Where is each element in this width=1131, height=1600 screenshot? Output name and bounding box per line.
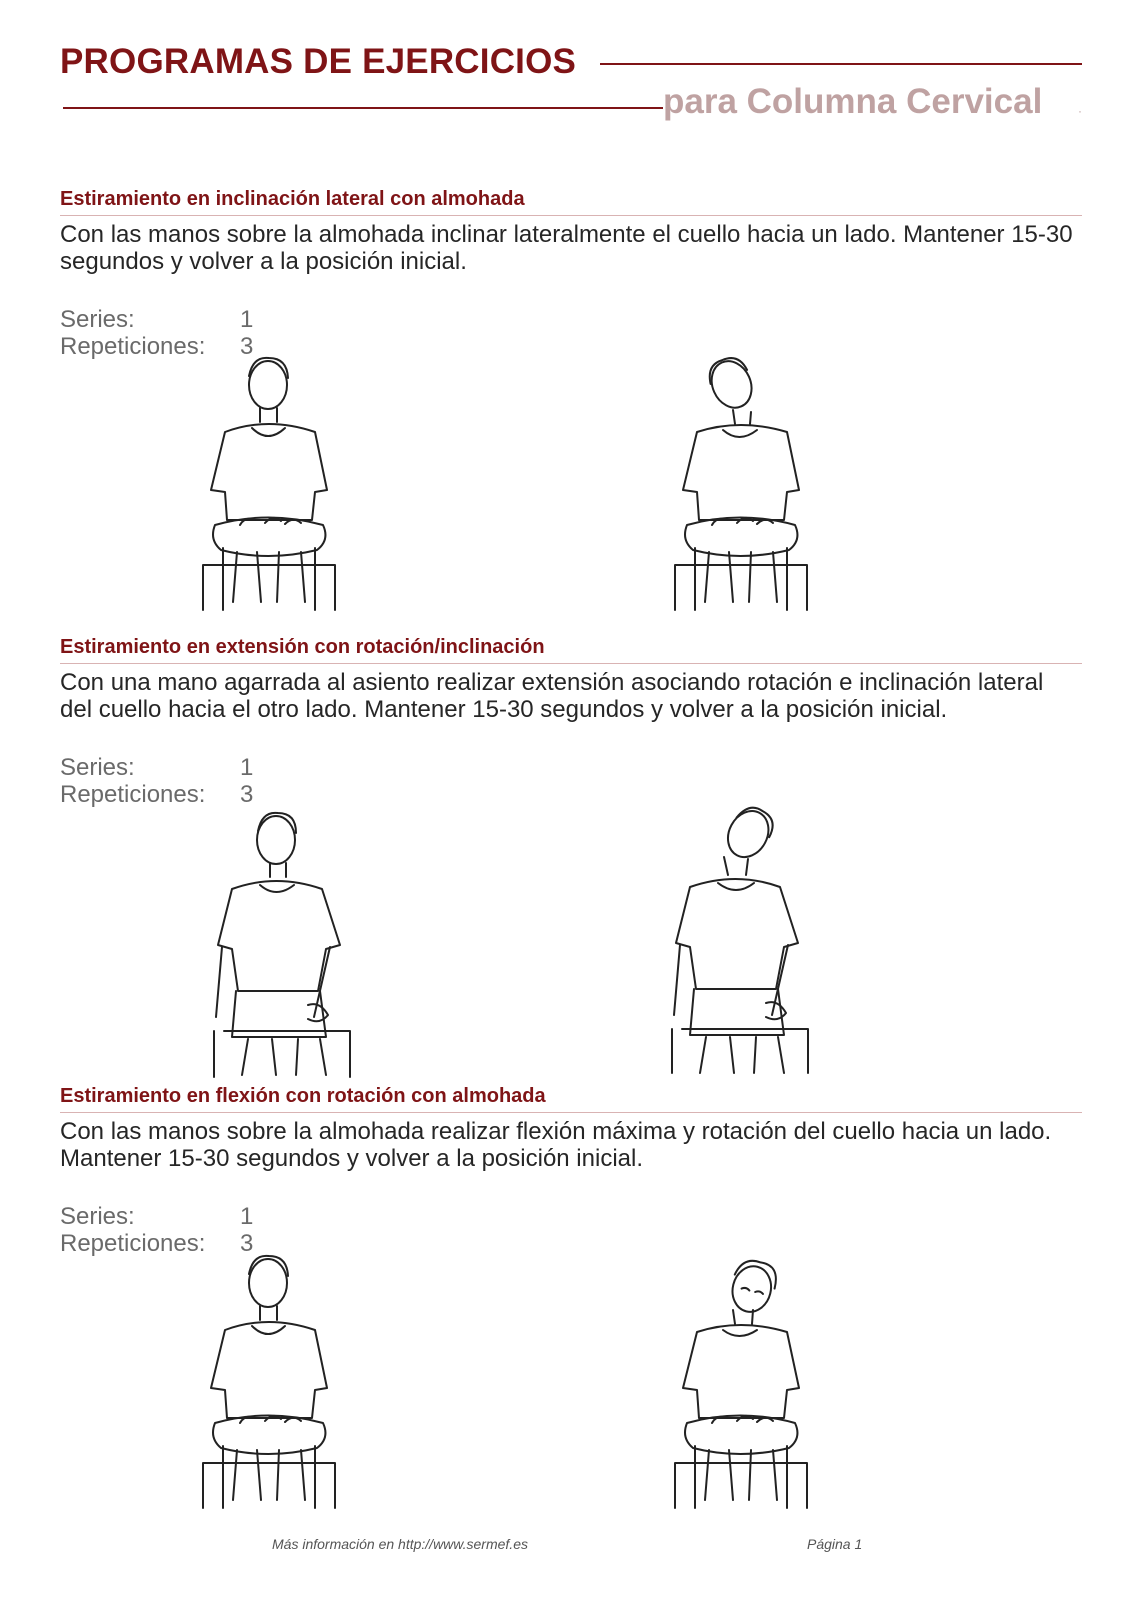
seated-man-pillow-neutral-illustration bbox=[165, 340, 395, 620]
page-number: Página 1 bbox=[807, 1536, 863, 1552]
series-row bbox=[60, 1203, 254, 1230]
repetitions-value: 3 bbox=[240, 1230, 254, 1257]
repetitions-value: 3 bbox=[240, 333, 254, 360]
exercise-rule bbox=[60, 1112, 1082, 1113]
series-label: Series: bbox=[60, 1203, 135, 1230]
seated-man-pillow-flexion-illustration bbox=[635, 1238, 865, 1518]
header-rule-bottom bbox=[63, 107, 663, 109]
seated-man-pillow-neutral-illustration bbox=[165, 1238, 395, 1518]
seated-man-shorts-rotation-illustration bbox=[180, 795, 380, 1085]
exercise-rule bbox=[60, 663, 1082, 664]
footer-info: Más información en http://www.sermef.es bbox=[272, 1536, 528, 1552]
series-row bbox=[60, 754, 254, 781]
repetitions-label: Repeticiones: bbox=[60, 781, 206, 808]
exercise-description: Con las manos sobre la almohada realizar flexión máxima y rotación del cuello hacia un lado. Mantener 15-30 segundos y volver a la posición inicial. bbox=[60, 1118, 1052, 1172]
exercise-title: Estiramiento en flexión con rotación con almohada bbox=[60, 1085, 546, 1107]
repetitions-label: Repeticiones: bbox=[60, 1230, 206, 1257]
series-value: 1 bbox=[240, 754, 254, 781]
series-label: Series: bbox=[60, 306, 135, 333]
seated-man-pillow-lateral-tilt-illustration bbox=[635, 340, 865, 620]
exercise-title: Estiramiento en inclinación lateral con almohada bbox=[60, 188, 525, 210]
exercise-description: Con una mano agarrada al asiento realizar extensión asociando rotación e inclinación lateral del cuello hacia el otro lado. Mantener 15-30 segundos y volver a la posición inicial. bbox=[60, 669, 1044, 723]
series-row bbox=[60, 306, 254, 333]
repetitions-label: Repeticiones: bbox=[60, 333, 206, 360]
header-dot: · bbox=[1078, 104, 1082, 118]
series-label: Series: bbox=[60, 754, 135, 781]
series-value: 1 bbox=[240, 306, 254, 333]
page-subtitle: para Columna Cervical bbox=[663, 82, 1043, 121]
exercise-rule bbox=[60, 215, 1082, 216]
header-rule-top bbox=[600, 63, 1082, 65]
series-value: 1 bbox=[240, 1203, 254, 1230]
page-title: PROGRAMAS DE EJERCICIOS bbox=[60, 42, 577, 81]
exercise-description: Con las manos sobre la almohada inclinar lateralmente el cuello hacia un lado. Mantener 15-30 segundos y volver a la posición inicial. bbox=[60, 221, 1073, 275]
seated-man-shorts-extension-illustration bbox=[640, 785, 840, 1075]
repetitions-value: 3 bbox=[240, 781, 254, 808]
exercise-title: Estiramiento en extensión con rotación/inclinación bbox=[60, 636, 545, 658]
